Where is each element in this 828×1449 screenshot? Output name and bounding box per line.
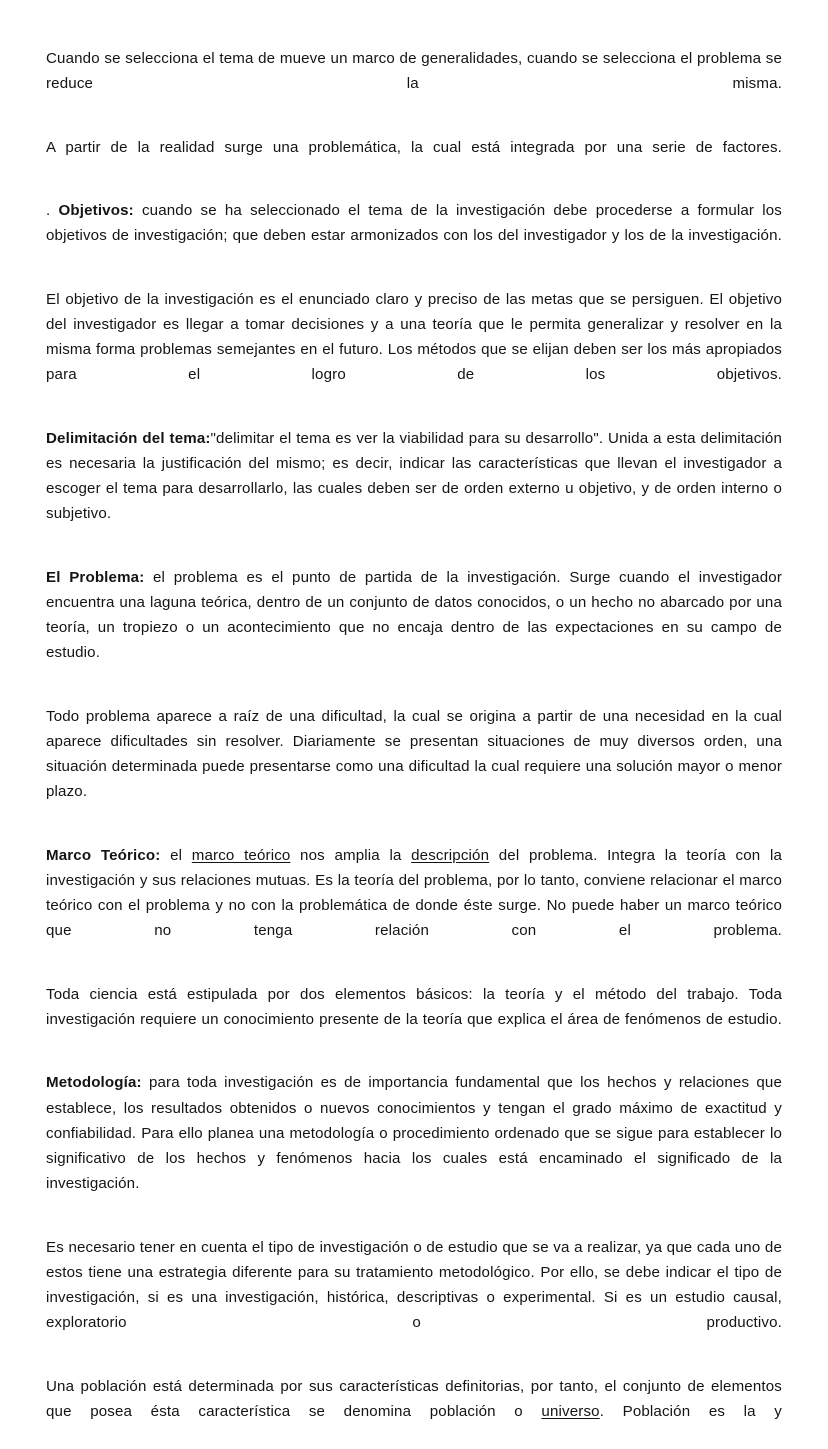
paragraph-realidad-problematica (46, 135, 782, 185)
paragraph-todo-problema (46, 704, 782, 830)
paragraph-lead-label: Delimitación del tema: (46, 429, 211, 447)
inline-text: nos amplia la (290, 846, 412, 864)
paragraph-text: "delimitar el tema es ver la viabilidad para su desarrollo". Unida a esta delimitación es necesaria la justificación del mismo; es decir, indicar las características que llevan el investigador a escoger el tema para desarrollarlo, las cuales deben ser de orden externo u objetivo, y de orden interno o subjetivo. (46, 429, 782, 523)
paragraph-el-problema (46, 565, 782, 691)
paragraph-text: Todo problema aparece a raíz de una dificultad, la cual se origina a partir de una necesidad en la cual aparece dificultades sin resolver. Diariamente se presentan situaciones de muy diversos orden, una situación determinada puede presentarse como una dificultad la cual requiere una solución mayor o menor plazo. (46, 707, 782, 801)
inline-text: Una población está determinada por sus características definitorias, por tanto, el conjunto de elementos que posea ésta característica se denomina población o (46, 1377, 782, 1420)
paragraph-tipo-investigacion (46, 1235, 782, 1361)
paragraph-text: el problema es el punto de partida de la investigación. Surge cuando el investigador encuentra una laguna teórica, dentro de un conjunto de datos conocidos, o un hecho no abarcado por una teoría, un tropiezo o un acontecimiento que no encaja dentro de las expectaciones en su campo de estudio. (46, 568, 782, 662)
underlined-phrase: descripción (411, 846, 490, 864)
paragraph-text: El objetivo de la investigación es el enunciado claro y preciso de las metas que se persiguen. El objetivo del investigador es llegar a tomar decisiones y a una teoría que le permita generalizar y resolver en la misma forma problemas semejantes en el futuro. Los métodos que se elijan deben ser los más apropiados para el logro de los objetivos. (46, 290, 782, 384)
paragraph-lead-label: El Problema: (46, 568, 145, 586)
paragraph-lead-label: Metodología: (46, 1074, 142, 1092)
paragraph-lead-label: Objetivos: (58, 202, 134, 220)
paragraph-marco-teorico (46, 843, 782, 969)
paragraph-text: Cuando se selecciona el tema de mueve un marco de generalidades, cuando se selecciona el problema se reduce la misma. (46, 50, 782, 93)
paragraph-objetivos (46, 198, 782, 274)
underlined-phrase: marco teórico (191, 846, 291, 864)
paragraph-text: Es necesario tener en cuenta el tipo de investigación o de estudio que se va a realizar, ya que cada uno de estos tiene una estrategia diferente para su tratamiento metodológico. Por ello, se debe indicar el tipo de investigación, si es una investigación, histórica, descriptivas o experimental. Si es un estudio causal, exploratorio o productivo. (46, 1238, 782, 1332)
paragraph-toda-ciencia (46, 982, 782, 1058)
paragraph-text: para toda investigación es de importancia fundamental que los hechos y relaciones que establece, los resultados obtenidos o nuevos conocimientos y tengan el grado máximo de exactitud y confiabilidad. Para ello planea una metodología o procedimiento ordenado que se sigue para establecer lo significativo de los hechos y fenómenos hacia los cuales está encaminado el significado de la investigación. (46, 1074, 782, 1193)
paragraph-prefix: . (46, 202, 59, 220)
paragraph-text: cuando se ha seleccionado el tema de la investigación debe procederse a formular los objetivos de investigación; que deben estar armonizados con los del investigador y los de la investigación. (46, 202, 782, 245)
inline-text: . Población es la y (599, 1402, 782, 1420)
inline-text: el (160, 846, 192, 864)
document-body (46, 46, 782, 1449)
paragraph-objetivo-investigacion (46, 287, 782, 413)
paragraph-poblacion (46, 1374, 782, 1449)
paragraph-text: Toda ciencia está estipulada por dos elementos básicos: la teoría y el método del trabajo. Toda investigación requiere un conocimiento presente de la teoría que explica el área de fenómenos de estudio. (46, 985, 782, 1028)
paragraph-delimitacion-tema (46, 426, 782, 552)
paragraph-text: A partir de la realidad surge una problemática, la cual está integrada por una serie de factores. (46, 138, 782, 156)
paragraph-seleccion-tema (46, 46, 782, 122)
underlined-phrase: universo (541, 1402, 600, 1420)
paragraph-metodologia (46, 1070, 782, 1221)
paragraph-rich-text (46, 1378, 782, 1420)
inline-text: del problema. Integra la teoría con la investigación y sus relaciones mutuas. Es la teoría del problema, por lo tanto, conviene relacionar el marco teórico con el problema y no con la problemática de donde éste surge. No puede haber un marco teórico que no tenga relación con el problema. (46, 846, 782, 940)
paragraph-lead-label: Marco Teórico: (46, 846, 161, 864)
